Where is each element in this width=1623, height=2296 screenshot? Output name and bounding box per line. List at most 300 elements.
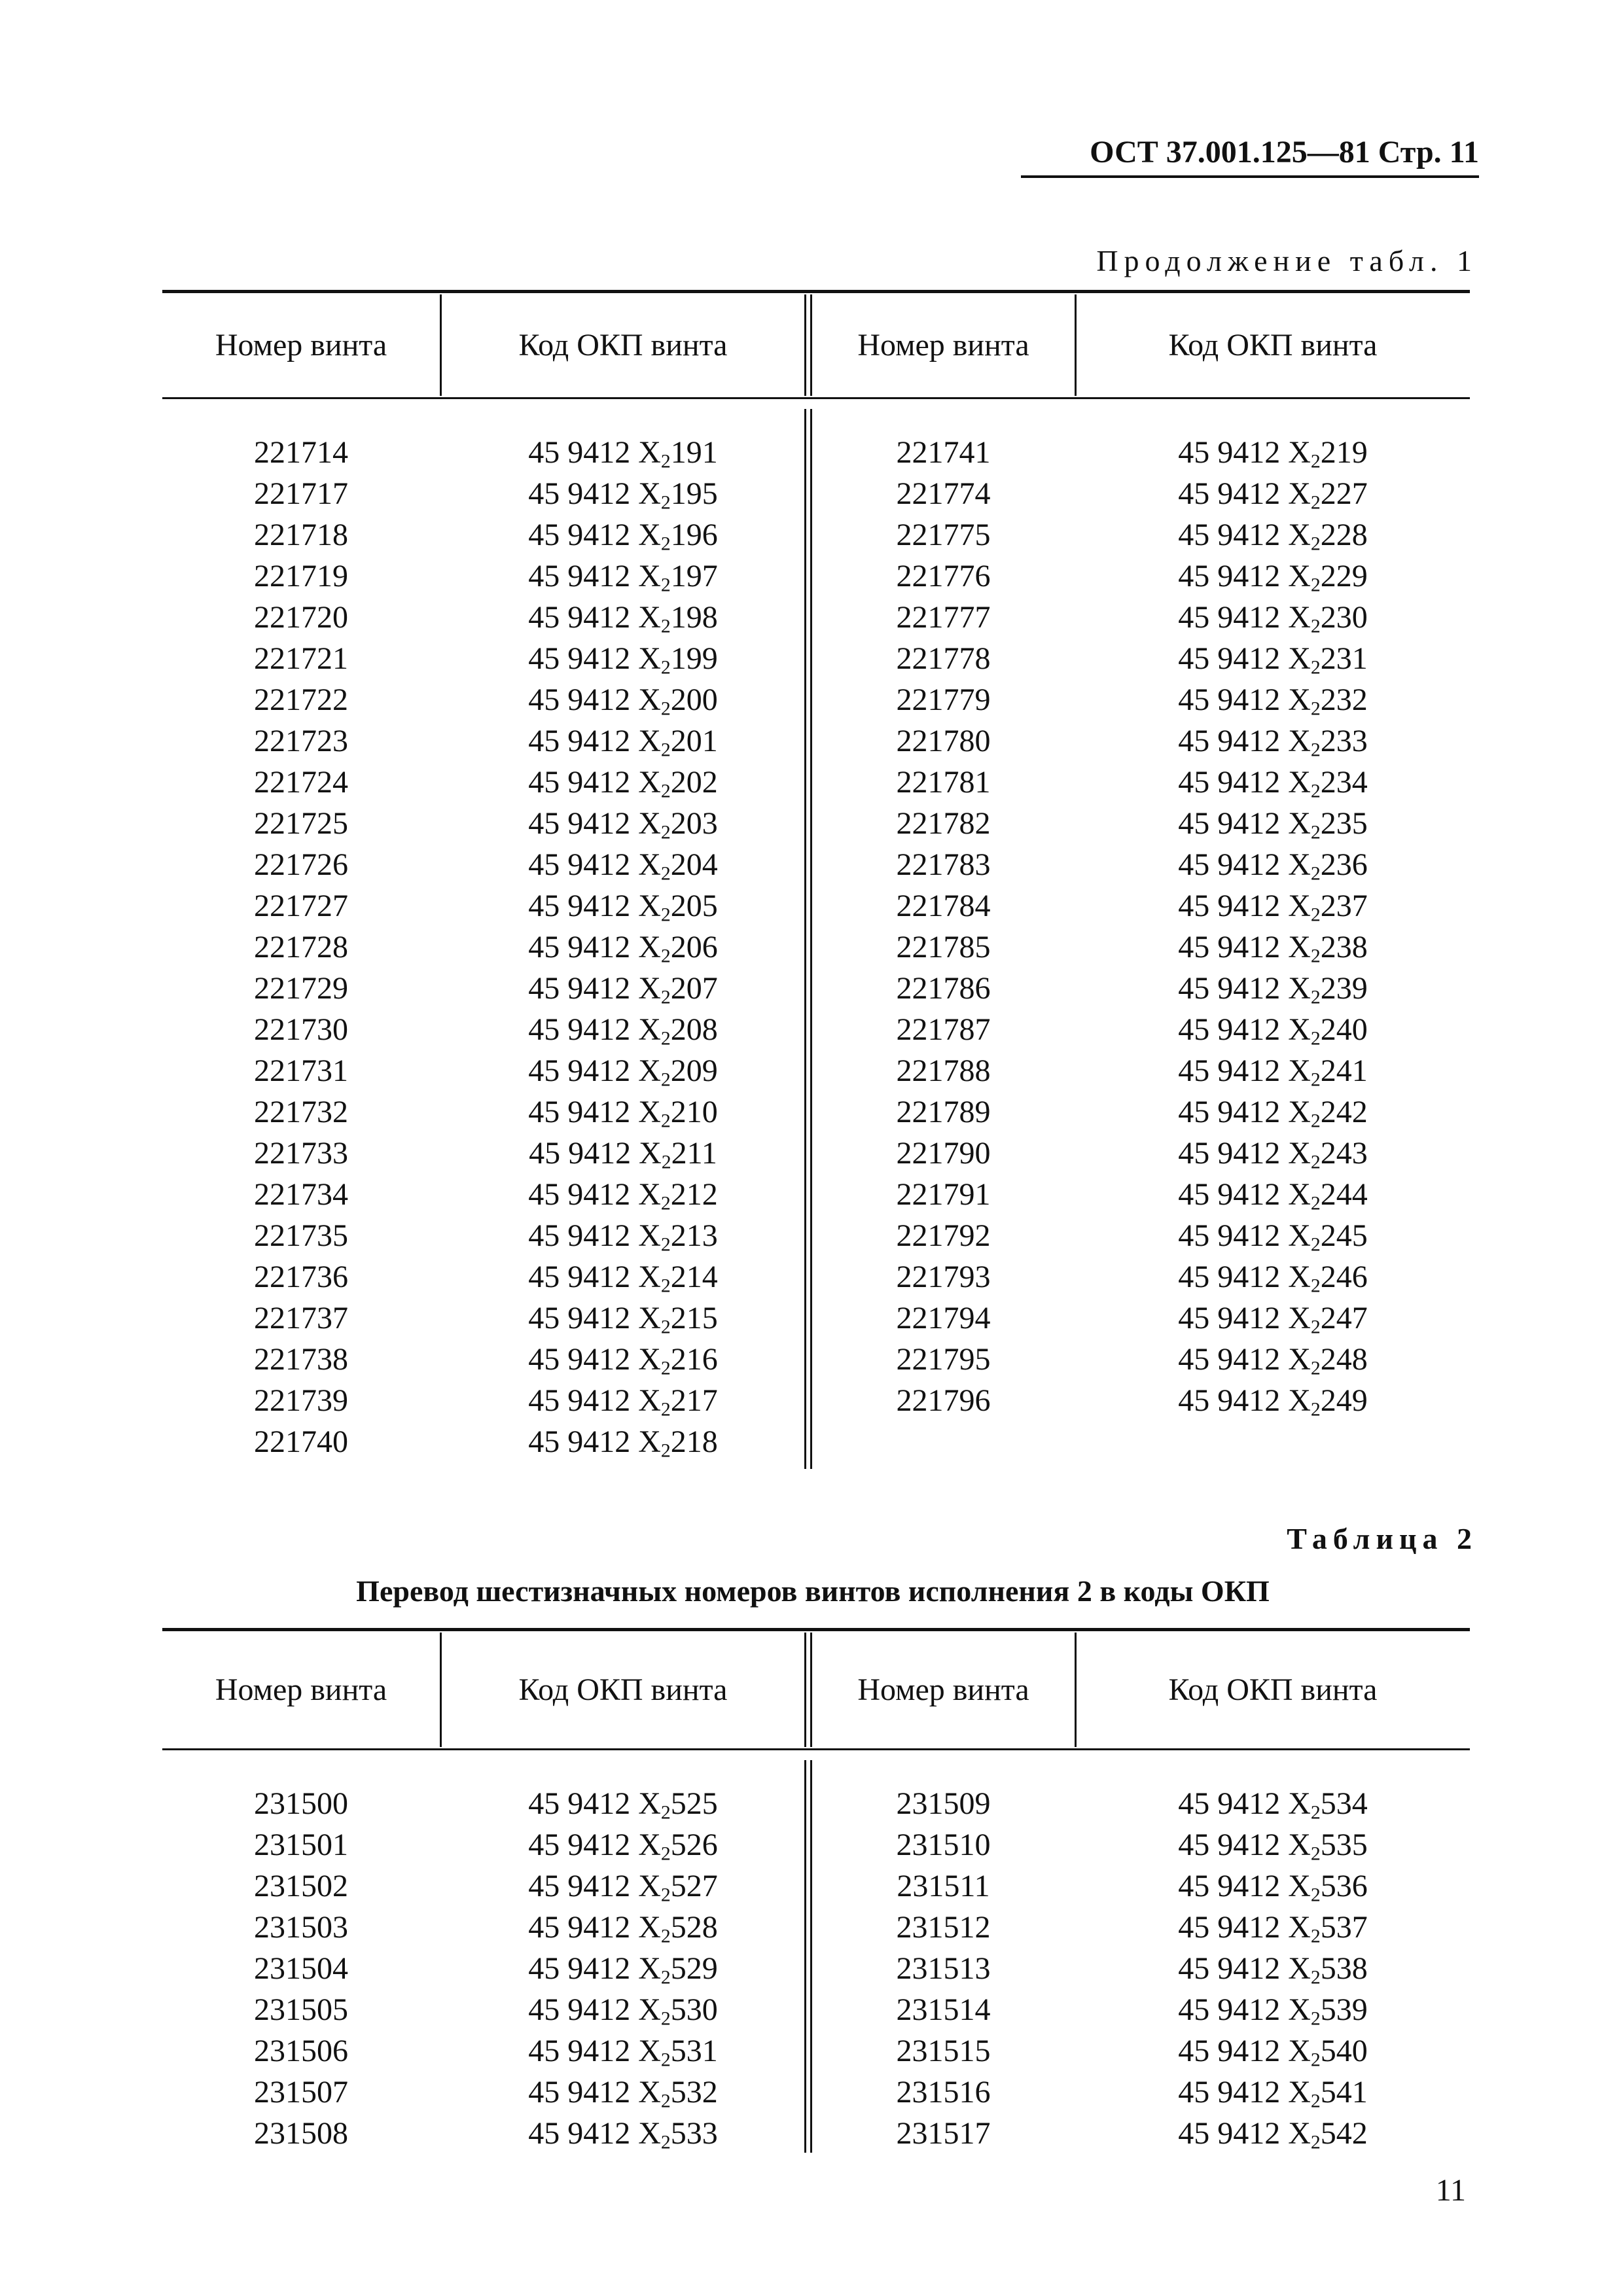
okp-code-subscript: 2 [1310,2090,1321,2112]
okp-code-cell [442,885,804,927]
screw-number-cell: 231515 [896,2034,991,2068]
screw-number-cell: 231517 [896,2116,991,2151]
screw-number-cell: 221782 [896,806,991,841]
okp-code-subscript: 2 [660,945,671,967]
okp-code-suffix: 206 [670,930,718,964]
okp-code-subscript: 2 [1310,533,1321,555]
table2-header-okp-code-2: Код ОКП винта [1168,1672,1378,1707]
okp-code-suffix: 204 [670,847,718,882]
okp-code-suffix: 232 [1320,682,1368,717]
okp-code-subscript: 2 [660,904,671,926]
screw-number-cell: 221717 [254,476,348,511]
okp-code-prefix: 45 9412 X [1178,435,1311,470]
okp-code-suffix: 197 [670,559,718,593]
okp-code-cell [1077,679,1469,720]
okp-code-prefix: 45 9412 X [528,1342,661,1377]
screw-number-cell: 221724 [254,765,348,800]
screw-number-cell: 221786 [896,971,991,1006]
screw-number-cell: 221721 [254,641,348,676]
table1-top-rule [162,290,1470,293]
okp-code-prefix: 45 9412 X [1178,2116,1311,2151]
okp-code-prefix: 45 9412 X [1178,1869,1311,1903]
okp-code-subscript: 2 [660,574,671,596]
okp-code-suffix: 198 [670,600,718,635]
okp-code-suffix: 537 [1320,1910,1368,1945]
okp-code-cell [442,1824,804,1865]
okp-code-subscript: 2 [660,533,671,555]
okp-code-suffix: 213 [670,1218,718,1253]
screw-number-cell: 231500 [254,1786,348,1821]
okp-code-subscript: 2 [660,2131,671,2153]
okp-code-cell [442,803,804,844]
screw-number-cell: 231514 [896,1992,991,2027]
okp-code-suffix: 229 [1320,559,1368,593]
okp-code-cell [1077,514,1469,556]
okp-code-suffix: 210 [670,1095,718,1129]
okp-code-suffix: 533 [670,2116,718,2151]
okp-code-prefix: 45 9412 X [529,1136,662,1171]
screw-number-cell: 221789 [896,1095,991,1129]
okp-code-suffix: 536 [1320,1869,1368,1903]
okp-code-subscript: 2 [1310,491,1321,514]
okp-code-subscript: 2 [660,780,671,802]
okp-code-suffix: 235 [1320,806,1368,841]
okp-code-cell [1077,556,1469,597]
okp-code-prefix: 45 9412 X [528,889,661,923]
screw-number-cell: 221738 [254,1342,348,1377]
okp-code-cell [1077,1824,1469,1865]
okp-code-cell [442,514,804,556]
okp-code-subscript: 2 [660,450,671,472]
okp-code-cell [442,762,804,803]
okp-code-cell [1077,927,1469,968]
okp-code-suffix: 538 [1320,1951,1368,1986]
okp-code-suffix: 207 [670,971,718,1006]
okp-code-suffix: 528 [670,1910,718,1945]
screw-number-cell: 221735 [254,1218,348,1253]
okp-code-prefix: 45 9412 X [528,971,661,1006]
okp-code-subscript: 2 [661,1151,671,1173]
screw-number-cell: 221729 [254,971,348,1006]
screw-number-cell: 231504 [254,1951,348,1986]
screw-number-cell: 231507 [254,2075,348,2110]
okp-code-suffix: 233 [1320,724,1368,758]
okp-code-prefix: 45 9412 X [528,1177,661,1212]
okp-code-suffix: 540 [1320,2034,1368,2068]
table2-top-rule [162,1628,1470,1631]
screw-number-cell: 221783 [896,847,991,882]
okp-code-suffix: 200 [670,682,718,717]
okp-code-cell [1077,1256,1469,1298]
okp-code-cell [1077,968,1469,1009]
okp-code-subscript: 2 [1310,574,1321,596]
okp-code-cell [1077,2030,1469,2072]
table2-header-screw-number: Номер винта [215,1672,387,1707]
okp-code-suffix: 535 [1320,1828,1368,1862]
okp-code-subscript: 2 [660,739,671,761]
okp-code-subscript: 2 [1310,1275,1321,1297]
okp-code-suffix: 241 [1320,1053,1368,1088]
screw-number-cell: 221726 [254,847,348,882]
okp-code-subscript: 2 [1310,698,1321,720]
screw-number-cell: 221780 [896,724,991,758]
table1-caption: Продолжение табл. 1 [1096,244,1478,277]
okp-code-subscript: 2 [1310,986,1321,1008]
okp-code-suffix: 205 [670,889,718,923]
okp-code-prefix: 45 9412 X [528,847,661,882]
screw-number-cell: 221730 [254,1012,348,1047]
okp-code-suffix: 237 [1320,889,1368,923]
okp-code-prefix: 45 9412 X [1178,1992,1311,2027]
okp-code-cell [442,1865,804,1907]
screw-number-cell: 221784 [896,889,991,923]
okp-code-suffix: 227 [1320,476,1368,511]
screw-number-cell: 221740 [254,1424,348,1459]
okp-code-suffix: 228 [1320,518,1368,552]
okp-code-prefix: 45 9412 X [1178,1910,1311,1945]
okp-code-subscript: 2 [1310,945,1321,967]
okp-code-prefix: 45 9412 X [1178,1095,1311,1129]
okp-code-prefix: 45 9412 X [1178,1342,1311,1377]
okp-code-subscript: 2 [1310,862,1321,885]
okp-code-prefix: 45 9412 X [1178,682,1311,717]
okp-code-subscript: 2 [660,1884,671,1906]
okp-code-cell [442,968,804,1009]
okp-code-prefix: 45 9412 X [528,641,661,676]
table1-left-numbers [162,432,440,1462]
okp-code-subscript: 2 [1310,739,1321,761]
okp-code-cell [442,2030,804,2072]
table1-right-numbers [812,432,1075,1421]
table2-header-rule [162,1748,1470,1750]
okp-code-prefix: 45 9412 X [1178,1786,1311,1821]
okp-code-cell [442,1256,804,1298]
okp-code-subscript: 2 [660,1069,671,1091]
okp-code-prefix: 45 9412 X [528,1095,661,1129]
table2-header-okp-code: Код ОКП винта [518,1672,728,1707]
okp-code-suffix: 245 [1320,1218,1368,1253]
okp-code-cell [1077,803,1469,844]
okp-code-suffix: 211 [671,1136,717,1171]
okp-code-suffix: 212 [670,1177,718,1212]
okp-code-suffix: 203 [670,806,718,841]
okp-code-suffix: 215 [670,1301,718,1335]
screw-number-cell: 221791 [896,1177,991,1212]
okp-code-cell [1077,2113,1469,2154]
table1-header-okp-code: Код ОКП винта [518,328,728,362]
screw-number-cell: 231508 [254,2116,348,2151]
okp-code-subscript: 2 [660,1843,671,1865]
okp-code-cell [1077,1380,1469,1421]
okp-code-subscript: 2 [1310,1027,1321,1050]
screw-number-cell: 221731 [254,1053,348,1088]
okp-code-subscript: 2 [1310,1110,1321,1132]
okp-code-prefix: 45 9412 X [1178,559,1311,593]
okp-code-cell [442,556,804,597]
screw-number-cell: 221776 [896,559,991,593]
okp-code-cell [442,844,804,885]
okp-code-cell [1077,1133,1469,1174]
screw-number-cell: 231511 [897,1869,990,1903]
screw-number-cell: 221793 [896,1260,991,1294]
screw-number-cell: 221734 [254,1177,348,1212]
okp-code-subscript: 2 [1310,904,1321,926]
okp-code-cell [442,1989,804,2030]
table2-title: Перевод шестизначных номеров винтов исполнения 2 в коды ОКП [356,1574,1270,1608]
screw-number-cell: 231501 [254,1828,348,1862]
screw-number-cell: 221788 [896,1053,991,1088]
okp-code-cell [1077,844,1469,885]
screw-number-cell: 231509 [896,1786,991,1821]
screw-number-cell: 221739 [254,1383,348,1418]
okp-code-subscript: 2 [660,1357,671,1379]
okp-code-cell [442,1050,804,1091]
okp-code-suffix: 209 [670,1053,718,1088]
okp-code-cell [442,1215,804,1256]
okp-code-cell [442,638,804,679]
okp-code-prefix: 45 9412 X [528,1828,661,1862]
okp-code-cell [1077,762,1469,803]
screw-number-cell: 231516 [896,2075,991,2110]
okp-code-suffix: 239 [1320,971,1368,1006]
okp-code-cell [442,720,804,762]
okp-code-prefix: 45 9412 X [1178,930,1311,964]
page-number: 11 [1435,2173,1466,2208]
okp-code-subscript: 2 [660,1316,671,1338]
okp-code-prefix: 45 9412 X [1178,1053,1311,1088]
screw-number-cell: 221790 [896,1136,991,1171]
table1-left-codes [442,432,804,1462]
okp-code-subscript: 2 [1310,1398,1321,1421]
screw-number-cell: 221728 [254,930,348,964]
okp-code-suffix: 248 [1320,1342,1368,1377]
screw-number-cell: 221727 [254,889,348,923]
okp-code-prefix: 45 9412 X [528,806,661,841]
okp-code-suffix: 249 [1320,1383,1368,1418]
okp-code-subscript: 2 [1310,1151,1321,1173]
okp-code-subscript: 2 [660,862,671,885]
okp-code-cell [1077,1907,1469,1948]
okp-code-cell [442,1783,804,1824]
okp-code-subscript: 2 [1310,1069,1321,1091]
okp-code-subscript: 2 [660,2007,671,2030]
okp-code-cell [1077,1948,1469,1989]
okp-code-prefix: 45 9412 X [528,1786,661,1821]
okp-code-subscript: 2 [660,1966,671,1988]
okp-code-cell [442,1174,804,1215]
okp-code-suffix: 217 [670,1383,718,1418]
okp-code-subscript: 2 [660,1275,671,1297]
table1-body-divider-a [804,409,806,1469]
okp-code-prefix: 45 9412 X [1178,724,1311,758]
okp-code-prefix: 45 9412 X [1178,600,1311,635]
okp-code-subscript: 2 [660,1398,671,1421]
okp-code-suffix: 240 [1320,1012,1368,1047]
okp-code-cell [442,1380,804,1421]
screw-number-cell: 221787 [896,1012,991,1047]
okp-code-prefix: 45 9412 X [1178,2034,1311,2068]
okp-code-subscript: 2 [660,1925,671,1947]
screw-number-cell: 221725 [254,806,348,841]
okp-code-suffix: 230 [1320,600,1368,635]
okp-code-subscript: 2 [660,2090,671,2112]
okp-code-prefix: 45 9412 X [1178,1828,1311,1862]
table1-header-rule [162,397,1470,399]
okp-code-prefix: 45 9412 X [1178,847,1311,882]
okp-code-cell [1077,885,1469,927]
okp-code-cell [442,597,804,638]
screw-number-cell: 221722 [254,682,348,717]
screw-number-cell: 221795 [896,1342,991,1377]
okp-code-subscript: 2 [1310,1233,1321,1256]
okp-code-prefix: 45 9412 X [1178,641,1311,676]
screw-number-cell: 221733 [254,1136,348,1171]
okp-code-prefix: 45 9412 X [1178,518,1311,552]
okp-code-prefix: 45 9412 X [528,559,661,593]
screw-number-cell: 221714 [254,435,348,470]
okp-code-cell [442,1298,804,1339]
screw-number-cell: 221737 [254,1301,348,1335]
screw-number-cell: 221781 [896,765,991,800]
okp-code-suffix: 247 [1320,1301,1368,1335]
okp-code-subscript: 2 [1310,2007,1321,2030]
okp-code-prefix: 45 9412 X [1178,765,1311,800]
screw-number-cell: 221719 [254,559,348,593]
okp-code-cell [442,1907,804,1948]
okp-code-cell [1077,638,1469,679]
okp-code-prefix: 45 9412 X [528,765,661,800]
okp-code-subscript: 2 [1310,2049,1321,2071]
screw-number-cell: 221779 [896,682,991,717]
okp-code-subscript: 2 [1310,450,1321,472]
okp-code-suffix: 243 [1320,1136,1368,1171]
table2-left-codes [442,1783,804,2154]
screw-number-cell: 221777 [896,600,991,635]
screw-number-cell: 231512 [896,1910,991,1945]
okp-code-prefix: 45 9412 X [1178,1951,1311,1986]
okp-code-prefix: 45 9412 X [1178,1301,1311,1335]
screw-number-cell: 231513 [896,1951,991,1986]
screw-number-cell: 221785 [896,930,991,964]
okp-code-suffix: 199 [670,641,718,676]
okp-code-prefix: 45 9412 X [528,1012,661,1047]
screw-number-cell: 221775 [896,518,991,552]
okp-code-suffix: 201 [670,724,718,758]
okp-code-prefix: 45 9412 X [1178,2075,1311,2110]
okp-code-cell [1077,432,1469,473]
okp-code-prefix: 45 9412 X [1178,1383,1311,1418]
okp-code-prefix: 45 9412 X [528,518,661,552]
okp-code-subscript: 2 [660,986,671,1008]
okp-code-subscript: 2 [660,1110,671,1132]
document-header: ОСТ 37.001.125—81 Стр. 11 [1021,134,1479,178]
table2-label: Таблица 2 [1287,1522,1478,1555]
screw-number-cell: 231502 [254,1869,348,1903]
okp-code-prefix: 45 9412 X [528,1910,661,1945]
okp-code-cell [442,2113,804,2154]
okp-code-cell [1077,1091,1469,1133]
okp-code-subscript: 2 [1310,1884,1321,1906]
okp-code-cell [442,1091,804,1133]
okp-code-subscript: 2 [660,656,671,679]
okp-code-cell [442,1133,804,1174]
screw-number-cell: 221732 [254,1095,348,1129]
okp-code-suffix: 530 [670,1992,718,2027]
screw-number-cell: 221794 [896,1301,991,1335]
okp-code-suffix: 191 [670,435,718,470]
okp-code-prefix: 45 9412 X [1178,476,1311,511]
okp-code-subscript: 2 [1310,780,1321,802]
okp-code-cell [1077,473,1469,514]
okp-code-prefix: 45 9412 X [528,2075,661,2110]
okp-code-suffix: 532 [670,2075,718,2110]
okp-code-cell [1077,1865,1469,1907]
okp-code-suffix: 218 [670,1424,718,1459]
okp-code-subscript: 2 [1310,656,1321,679]
okp-code-prefix: 45 9412 X [528,1260,661,1294]
table2-body-divider-a [804,1760,806,2153]
okp-code-cell [442,432,804,473]
okp-code-cell [1077,1009,1469,1050]
okp-code-suffix: 242 [1320,1095,1368,1129]
okp-code-subscript: 2 [660,1233,671,1256]
okp-code-prefix: 45 9412 X [1178,806,1311,841]
okp-code-subscript: 2 [660,2049,671,2071]
okp-code-prefix: 45 9412 X [528,682,661,717]
screw-number-cell: 231510 [896,1828,991,1862]
okp-code-cell [1077,1298,1469,1339]
okp-code-prefix: 45 9412 X [528,600,661,635]
okp-code-prefix: 45 9412 X [528,1053,661,1088]
okp-code-suffix: 244 [1320,1177,1368,1212]
okp-code-prefix: 45 9412 X [528,435,661,470]
okp-code-subscript: 2 [660,1192,671,1214]
okp-code-suffix: 231 [1320,641,1368,676]
okp-code-prefix: 45 9412 X [1178,1260,1311,1294]
screw-number-cell: 221778 [896,641,991,676]
okp-code-subscript: 2 [1310,2131,1321,2153]
okp-code-cell [442,1948,804,1989]
okp-code-suffix: 542 [1320,2116,1368,2151]
okp-code-suffix: 534 [1320,1786,1368,1821]
table1-header-screw-number: Номер винта [215,328,387,362]
okp-code-suffix: 541 [1320,2075,1368,2110]
okp-code-prefix: 45 9412 X [528,476,661,511]
okp-code-cell [442,1009,804,1050]
okp-code-prefix: 45 9412 X [528,1301,661,1335]
table2-center-divider-a [804,1633,806,1747]
okp-code-prefix: 45 9412 X [528,1218,661,1253]
okp-code-prefix: 45 9412 X [1178,1136,1311,1171]
okp-code-suffix: 236 [1320,847,1368,882]
table2-right-numbers [812,1783,1075,2154]
okp-code-cell [1077,1783,1469,1824]
okp-code-cell [1077,1050,1469,1091]
screw-number-cell: 231503 [254,1910,348,1945]
okp-code-cell [1077,1174,1469,1215]
okp-code-subscript: 2 [660,698,671,720]
okp-code-prefix: 45 9412 X [528,1383,661,1418]
okp-code-cell [1077,1339,1469,1380]
screw-number-cell: 221796 [896,1383,991,1418]
okp-code-suffix: 196 [670,518,718,552]
screw-number-cell: 221741 [896,435,991,470]
okp-code-cell [1077,1989,1469,2030]
okp-code-prefix: 45 9412 X [528,2116,661,2151]
okp-code-prefix: 45 9412 X [1178,1218,1311,1253]
okp-code-suffix: 234 [1320,765,1368,800]
screw-number-cell: 221720 [254,600,348,635]
